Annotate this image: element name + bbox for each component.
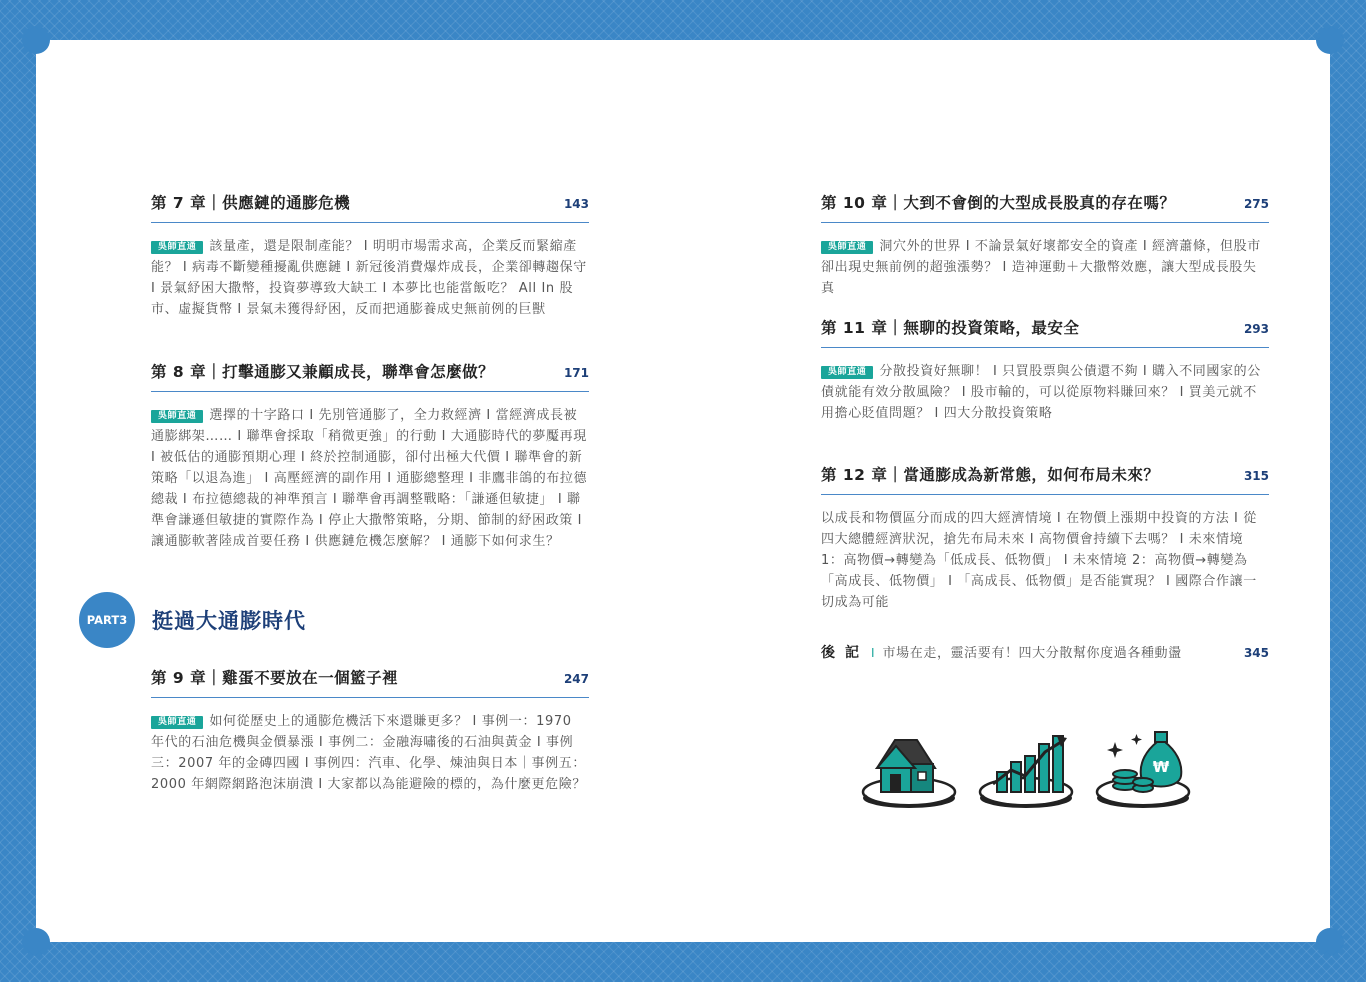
chapter-summary (151, 711, 589, 795)
chapter-summary (821, 361, 1269, 424)
book-spread (36, 40, 1330, 942)
corner-notch (1316, 26, 1344, 54)
chapter-heading (821, 463, 1269, 495)
chapter-heading (151, 360, 589, 392)
chapter-heading (821, 191, 1269, 223)
chapter-title: 第 10 章｜大到不會倒的大型成長股真的存在嗎？ (821, 194, 1176, 212)
corner-notch (22, 928, 50, 956)
chapter-page-number: 315 (1243, 469, 1269, 483)
chapter-10[interactable] (821, 191, 1269, 299)
won-symbol: ₩ (1152, 758, 1170, 776)
chapter-page-number: 143 (563, 197, 589, 211)
chapter-7[interactable] (151, 191, 589, 320)
chapter-summary (821, 508, 1269, 613)
afterword-separator: I (871, 646, 875, 660)
teacher-badge: 吳師直通 (821, 241, 873, 254)
chapter-summary-text: 以成長和物價區分而成的四大經濟情境 I 在物價上漲期中投資的方法 I 從四大總體經濟狀況，搶先布局未來 I 高物價會持續下去嗎？ I 未來情境 1：高物價→轉變為「低成長、低物價」 I 未來情境 2：高物價→轉變為「高成長、低物價」 I 「高成長、低物價」是否能實現？ I 國際合作讓一切成為可能 (821, 511, 1257, 610)
chapter-page-number: 171 (563, 366, 589, 380)
chapter-title: 第 12 章｜當通膨成為新常態，如何布局未來？ (821, 466, 1160, 484)
chapter-title: 第 8 章｜打擊通膨又兼顧成長，聯準會怎麼做？ (151, 363, 495, 381)
chapter-heading (151, 191, 589, 223)
chapter-8[interactable] (151, 360, 589, 552)
part-3-heading (79, 592, 306, 648)
chapter-9[interactable] (151, 666, 589, 795)
money-bag-icon (1097, 732, 1189, 808)
chapter-title: 第 11 章｜無聊的投資策略，最安全 (821, 319, 1080, 337)
chapter-summary-text: 洞穴外的世界 I 不論景氣好壞都安全的資產 I 經濟蕭條，但股市卻出現史無前例的超強漲勢？ I 造神運動＋大撒幣效應，讓大型成長股失真 (821, 239, 1261, 296)
chapter-heading (151, 666, 589, 698)
chapter-title: 第 9 章｜雞蛋不要放在一個籃子裡 (151, 669, 399, 687)
chapter-summary-text: 該量產，還是限制產能？ I 明明市場需求高，企業反而緊縮產能？ I 病毒不斷變種擾亂供應鏈 I 新冠後消費爆炸成長，企業卻轉趨保守 I 景氣紓困大撒幣，投資夢導致大缺工 I 本夢比也能當飯吃？ All In 股市、虛擬貨幣 I 景氣未獲得紓困，反而把通膨養成史無前例的巨獸 (151, 239, 587, 317)
chapter-page-number: 247 (563, 672, 589, 686)
chapter-11[interactable] (821, 316, 1269, 424)
chapter-heading (821, 316, 1269, 348)
illustrations (861, 728, 1191, 810)
chapter-summary-text: 如何從歷史上的通膨危機活下來還賺更多？ I 事例一：1970 年代的石油危機與金價暴漲 I 事例二：金融海嘯後的石油與黃金 I 事例三：2007 年的金磚四國 I 事例四：汽車、化學、煉油與日本｜事例五：2000 年網際網路泡沫崩潰 I 大家都以為能避險的標的，為什麼更危險？ (151, 714, 586, 792)
part-number-badge: PART3 (79, 592, 135, 648)
afterword-label: 後記 (821, 645, 869, 661)
chapter-summary (151, 236, 589, 320)
house-icon (863, 740, 955, 808)
chapter-title: 第 7 章｜供應鏈的通膨危機 (151, 194, 351, 212)
teacher-badge: 吳師直通 (821, 366, 873, 379)
chapter-summary (151, 405, 589, 552)
corner-notch (22, 26, 50, 54)
chapter-12[interactable] (821, 463, 1269, 613)
chapter-summary (821, 236, 1269, 299)
chapter-page-number: 275 (1243, 197, 1269, 211)
teacher-badge: 吳師直通 (151, 410, 203, 423)
chapter-summary-text: 分散投資好無聊！ I 只買股票與公債還不夠 I 購入不同國家的公債就能有效分散風險？ I 股市輸的，可以從原物料賺回來？ I 買美元就不用擔心貶值問題？ I 四大分散投資策略 (821, 364, 1261, 421)
teacher-badge: 吳師直通 (151, 716, 203, 729)
chapter-summary-text: 選擇的十字路口 I 先別管通膨了，全力救經濟 I 當經濟成長被通膨綁架…… I 聯準會採取「稍微更強」的行動 I 大通膨時代的夢魘再現 I 被低估的通膨預期心理 I 終於控制通膨，卻付出極大代價 I 聯準會的新策略「以退為進」 I 高壓經濟的副作用 I 通膨總整理 I 非鷹非鴿的布拉德總裁 I 布拉德總裁的神準預言 I 聯準會再調整戰略：「謙遜但敏捷」 I 聯準會謙遜但敏捷的實際作為 I 停止大撒幣策略，分期、節制的紓困政策 I 讓通膨軟著陸成首要任務 I 供應鏈危機怎麼解？ I 通膨下如何求生？ (151, 408, 588, 549)
chapter-page-number: 293 (1243, 322, 1269, 336)
afterword-page-number: 345 (1243, 646, 1269, 660)
afterword-entry[interactable] (821, 642, 1269, 662)
afterword-text: 市場在走，靈活要有！四大分散幫你度過各種動盪 (882, 646, 1182, 661)
part-title: 挺過大通膨時代 (152, 608, 306, 633)
corner-notch (1316, 928, 1344, 956)
teacher-badge: 吳師直通 (151, 241, 203, 254)
afterword-left (821, 642, 1182, 662)
chart-growth-icon (980, 736, 1072, 808)
